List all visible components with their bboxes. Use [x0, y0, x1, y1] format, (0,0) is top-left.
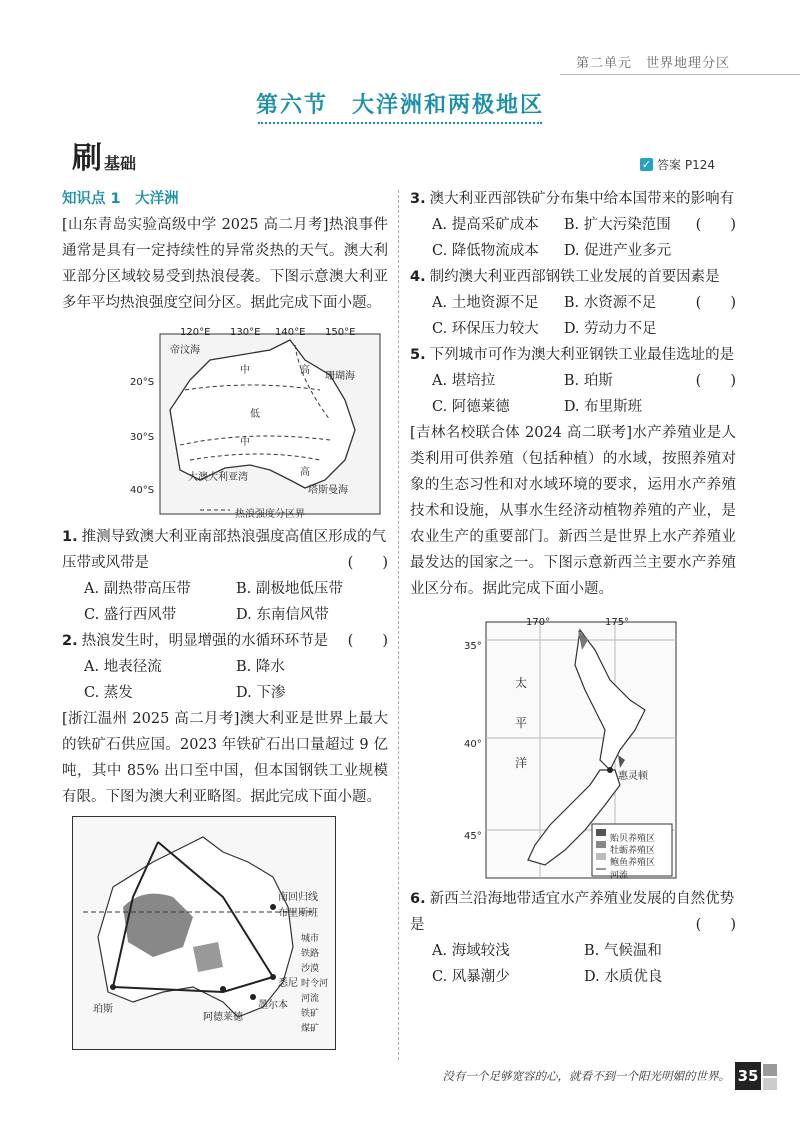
q2-option-b[interactable]: B. 降水 — [236, 659, 285, 675]
lat-30: 30°S — [130, 432, 155, 443]
footer-quote: 没有一个足够宽容的心，就看不到一个阳光明媚的世界。 — [442, 1069, 730, 1083]
check-icon: ✓ — [641, 158, 652, 171]
label-brisbane: 布里斯班 — [278, 908, 318, 919]
q1-option-c[interactable]: C. 盛行西风带 — [84, 607, 177, 623]
q3-option-b[interactable]: B. 扩大污染范围 — [563, 217, 671, 233]
lon-175: 175° — [605, 617, 630, 628]
brand-small: 基础 — [104, 154, 137, 173]
label-mid-south: 中 — [240, 437, 250, 448]
q4-text: 制约澳大利亚西部钢铁工业发展的首要因素是 — [429, 269, 720, 285]
page-number: 35 — [735, 1062, 761, 1090]
label-coral-sea: 珊瑚海 — [325, 371, 355, 382]
lon-130: 130°E — [230, 327, 261, 338]
question-3 — [410, 186, 736, 264]
column-divider — [398, 190, 399, 1060]
question-5 — [410, 342, 736, 420]
answer-ref[interactable] — [640, 156, 715, 173]
q5-num: 5. — [410, 347, 426, 363]
label-bight: 大澳大利亚湾 — [188, 472, 248, 483]
q1-option-b[interactable]: B. 副极地低压带 — [236, 581, 343, 597]
brand-big: 刷 — [72, 141, 102, 176]
q6-option-a[interactable]: A. 海域较浅 — [432, 943, 510, 959]
intro-1: [山东青岛实验高级中学 2025 高二月考]热浪事件通常是具有一定持续性的异常炎热的天气。澳大利亚部分区域较易受到热浪侵袭。下图示意澳大利亚多年平均热浪强度空间分区。据此完成下面小题。 — [62, 217, 388, 311]
q1-option-a[interactable]: A. 副热带高压带 — [84, 581, 191, 597]
q4-option-b[interactable]: B. 水资源不足 — [563, 295, 657, 311]
label-tropic: 南回归线 — [278, 892, 318, 903]
label-melbourne: 墨尔本 — [258, 1000, 288, 1011]
map-new-zealand — [460, 610, 680, 882]
lat-45: 45° — [464, 831, 482, 842]
lon-120: 120°E — [180, 327, 211, 338]
q5-option-a[interactable]: A. 堪培拉 — [432, 373, 496, 389]
label-wellington: 惠灵顿 — [618, 771, 648, 782]
legend-iron: 铁矿 — [301, 1009, 320, 1019]
q1-text: 推测导致澳大利亚南部热浪强度高值区形成的气压带或风带是 — [62, 529, 387, 571]
q6-option-b[interactable]: B. 气候温和 — [584, 943, 662, 959]
page-deco-1 — [763, 1064, 777, 1076]
q5-option-d[interactable]: D. 布里斯班 — [563, 399, 643, 415]
legend-mussel: 贻贝养殖区 — [610, 834, 656, 844]
q4-option-d[interactable]: D. 劳动力不足 — [563, 321, 657, 337]
label-perth: 珀斯 — [93, 1004, 113, 1015]
right-column — [410, 186, 736, 990]
q2-option-c[interactable]: C. 蒸发 — [84, 685, 133, 701]
q6-num: 6. — [410, 891, 426, 907]
map1-legend: 热浪强度分区界 — [235, 509, 305, 520]
lon-170: 170° — [526, 617, 551, 628]
q2-option-a[interactable]: A. 地表径流 — [84, 659, 162, 675]
lon-150: 150°E — [325, 327, 356, 338]
unit-header: 第二单元 世界地理分区 — [575, 56, 730, 71]
label-mid-north: 中 — [240, 365, 250, 376]
intro-2: [浙江温州 2025 高二月考]澳大利亚是世界上最大的铁矿石供应国。2023 年铁矿石出口量超过 9 亿吨，其中 85% 出口至中国，但本国钢铁工业规模有限。下图为澳大利亚略图。据此完成下面小题。 — [62, 711, 388, 805]
q5-text: 下列城市可作为澳大利亚钢铁工业最佳选址的是 — [429, 347, 735, 363]
map2-legend — [301, 932, 328, 1037]
question-1 — [62, 524, 388, 628]
map-australia-resources — [72, 816, 336, 1050]
lat-20: 20°S — [130, 377, 155, 388]
q2-num: 2. — [62, 633, 78, 649]
label-yang: 洋 — [515, 756, 528, 770]
label-tasman-sea: 塔斯曼海 — [308, 485, 348, 496]
q2-blank[interactable]: ( ) — [347, 633, 388, 649]
answer-text: 答案 P124 — [657, 158, 715, 172]
question-6 — [410, 886, 736, 990]
page-deco-2 — [763, 1078, 777, 1090]
label-low: 低 — [250, 409, 260, 420]
q6-text: 新西兰沿海地带适宜水产养殖业发展的自然优势是 — [410, 891, 735, 933]
question-4 — [410, 264, 736, 342]
q3-option-d[interactable]: D. 促进产业多元 — [563, 243, 672, 259]
label-sydney: 悉尼 — [278, 978, 298, 989]
legend-desert: 沙漠 — [301, 964, 320, 974]
heatwave-map-svg — [130, 320, 390, 520]
section-title: 第六节 大洋洲和两极地区 — [255, 93, 544, 118]
lon-140: 140°E — [275, 327, 306, 338]
q1-option-d[interactable]: D. 东南信风带 — [236, 607, 329, 623]
question-2 — [62, 628, 388, 706]
q4-option-a[interactable]: A. 土地资源不足 — [432, 295, 539, 311]
label-high-ne: 高 — [300, 365, 310, 376]
legend-river: 河流 — [301, 994, 320, 1004]
legend-oyster: 牡蛎养殖区 — [610, 846, 656, 856]
map-australia-heatwave — [130, 320, 390, 520]
q3-option-a[interactable]: A. 提高采矿成本 — [432, 217, 539, 233]
q1-blank[interactable]: ( ) — [347, 555, 388, 571]
q5-option-b[interactable]: B. 珀斯 — [563, 373, 613, 389]
label-timor-sea: 帝汶海 — [170, 345, 200, 356]
label-high-south: 高 — [300, 467, 310, 478]
q4-num: 4. — [410, 269, 426, 285]
q6-blank[interactable]: ( ) — [695, 917, 736, 933]
legend-seasonal-river: 时令河 — [301, 979, 329, 989]
q5-blank[interactable]: ( ) — [695, 373, 736, 389]
q3-blank[interactable]: ( ) — [695, 217, 736, 233]
title-underline — [258, 122, 542, 124]
header-divider — [560, 74, 800, 75]
left-column — [62, 186, 388, 1050]
knowledge-point: 知识点 1 大洋洲 — [62, 191, 179, 207]
q2-text: 热浪发生时，明显增强的水循环环节是 — [81, 633, 329, 649]
q5-option-c[interactable]: C. 阿德莱德 — [432, 399, 510, 415]
q3-num: 3. — [410, 191, 426, 207]
lat-40: 40° — [464, 739, 482, 750]
q3-option-c[interactable]: C. 降低物流成本 — [432, 243, 539, 259]
label-adelaide: 阿德莱德 — [203, 1012, 243, 1023]
q1-num: 1. — [62, 529, 78, 545]
legend-rail: 铁路 — [301, 949, 320, 959]
brand-label — [72, 141, 137, 176]
intro-3: [吉林名校联合体 2024 高二联考]水产养殖业是人类利用可供养殖（包括种植）的水域，按照养殖对象的生态习性和对水域环境的要求，运用水产养殖技术和设施，从事水生经济动植物养殖的产业，是农业生产的重要部门。新西兰是世界上水产养殖业最发达的国家之一。下图示意新西兰主要水产养殖业区分布。据此完成下面小题。 — [410, 425, 736, 597]
q6-option-c[interactable]: C. 风暴潮少 — [432, 969, 510, 985]
label-ping: 平 — [515, 716, 528, 730]
legend-river-nz: 河流 — [610, 871, 629, 881]
q6-option-d[interactable]: D. 水质优良 — [584, 969, 663, 985]
legend-coal: 煤矿 — [301, 1024, 320, 1034]
q2-option-d[interactable]: D. 下渗 — [236, 685, 286, 701]
q4-option-c[interactable]: C. 环保压力较大 — [432, 321, 539, 337]
lat-35: 35° — [464, 641, 482, 652]
legend-abalone: 鲍鱼养殖区 — [610, 858, 656, 868]
label-tai: 太 — [515, 676, 528, 690]
q3-text: 澳大利亚西部铁矿分布集中给本国带来的影响有 — [429, 191, 735, 207]
legend-city: 城市 — [301, 934, 320, 944]
q4-blank[interactable]: ( ) — [695, 295, 736, 311]
lat-40: 40°S — [130, 485, 155, 496]
